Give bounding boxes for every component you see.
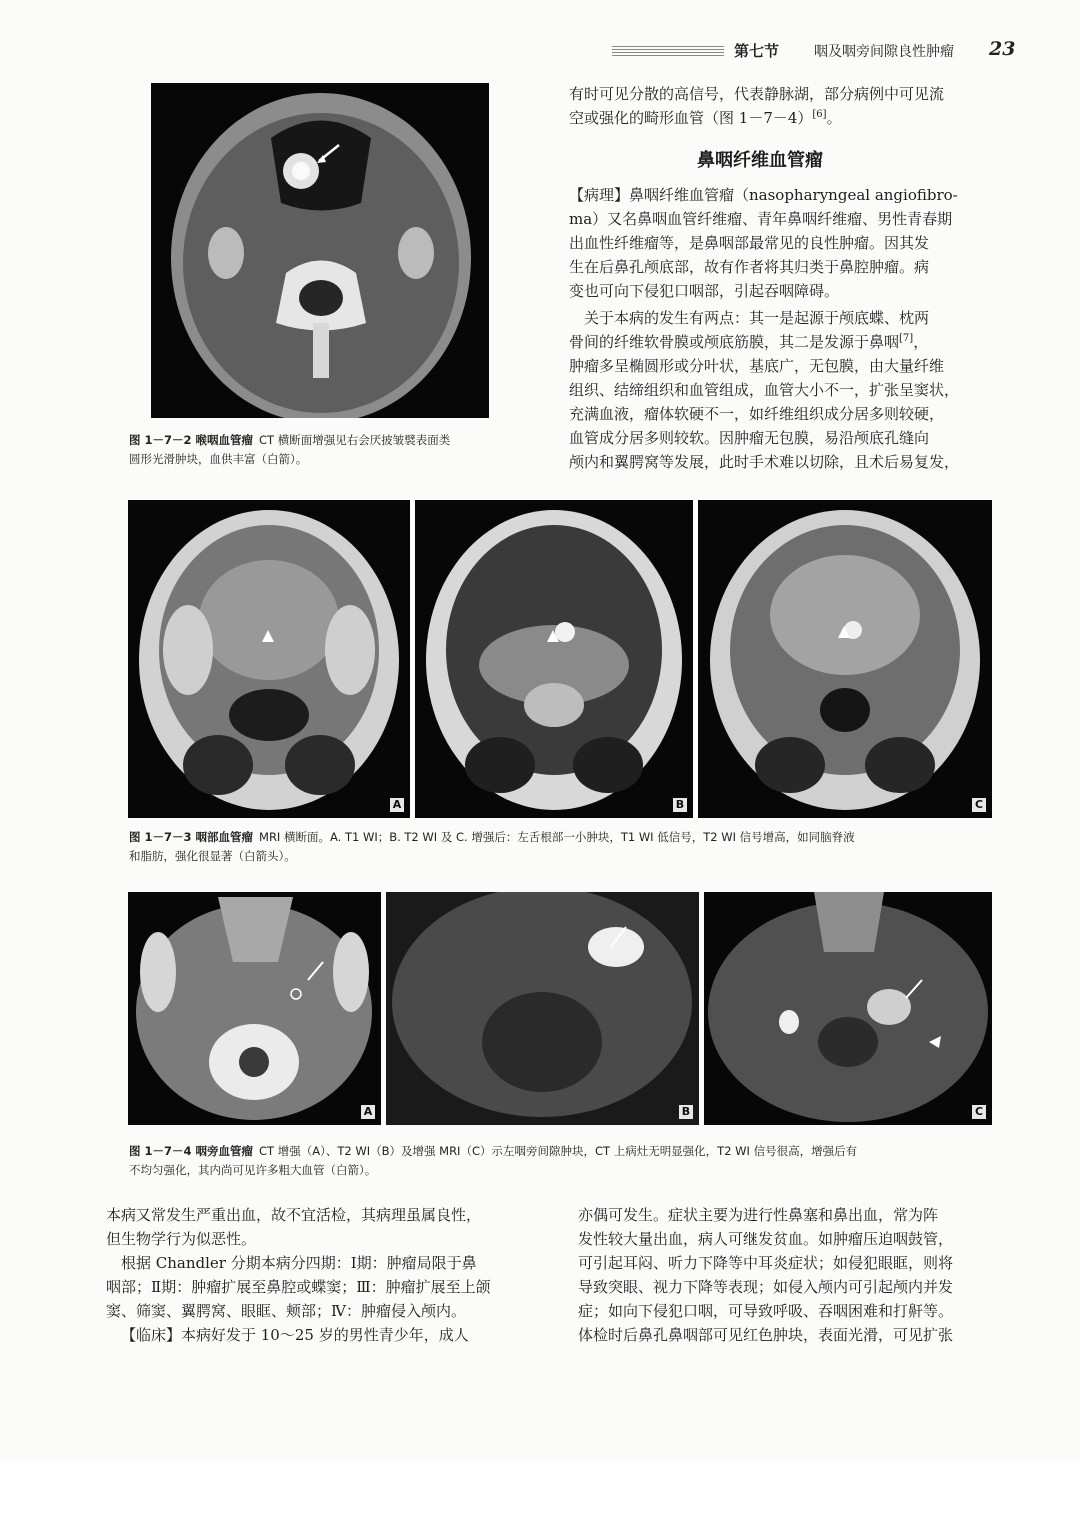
text-line: 关于本病的发生有两点：其一是起源于颅底蝶、枕两: [584, 309, 930, 327]
figure-1-7-4-panel-b: [386, 892, 699, 1125]
figure-1-7-3-panel-c: [698, 500, 992, 818]
page-number: 23: [989, 38, 1016, 60]
figure-1-7-3-label: 图 1－7－3 咽部血管瘤: [129, 830, 254, 844]
figure-1-7-3-panel-a: [128, 500, 410, 818]
header-section: 第七节: [734, 42, 780, 60]
origin-paragraph: [569, 306, 1015, 474]
text-line: 血管成分居多则较软。因肿瘤无包膜，易沿颅底孔缝向: [569, 429, 930, 447]
text-line: 体检时后鼻孔鼻咽部可见红色肿块，表面光滑，可见扩张: [578, 1326, 954, 1344]
text-line: 根据 Chandler 分期本病分四期：Ⅰ期：肿瘤局限于鼻: [121, 1254, 477, 1272]
text-line: 可引起耳闷、听力下降等中耳炎症状；如侵犯眼眶，则将: [578, 1254, 954, 1272]
bottom-right-paragraph: [578, 1203, 1018, 1347]
text-line: 【临床】本病好发于 10～25 岁的男性青少年，成人: [121, 1326, 469, 1344]
panel-letter-b: B: [679, 1105, 693, 1119]
text-line: 变也可向下侵犯口咽部，引起吞咽障碍。: [569, 282, 840, 300]
text-line: 本病又常发生严重出血，故不宜活检，其病理虽属良性，: [106, 1206, 482, 1224]
text-line: 窦、筛窦、翼腭窝、眼眶、颊部；Ⅳ：肿瘤侵入颅内。: [106, 1302, 466, 1320]
panel-letter-b: B: [673, 798, 687, 812]
header-title: 咽及咽旁间隙良性肿瘤: [814, 44, 954, 60]
section-heading: 鼻咽纤维血管瘤: [697, 150, 823, 171]
text-line: ma）又名鼻咽血管纤维瘤、青年鼻咽纤维瘤、男性青春期: [569, 210, 953, 228]
figure-1-7-3-caption: [129, 828, 855, 866]
figure-1-7-4-caption-line2: 不均匀强化，其内尚可见许多粗大血管（白箭）。: [129, 1163, 377, 1177]
figure-1-7-4-caption: [129, 1142, 857, 1180]
text-line: 有时可见分散的高信号，代表静脉湖，部分病例中可见流: [569, 85, 945, 103]
figure-1-7-2-caption-line2: 圆形光滑肿块，血供丰富（白箭）。: [129, 452, 308, 466]
scan-margin: [0, 1460, 1080, 1515]
panel-letter-a: A: [361, 1105, 375, 1119]
figure-1-7-2-caption-line1: CT 横断面增强见右会厌披皱襞表面类: [259, 433, 451, 447]
figure-1-7-4-panel-c: [704, 892, 992, 1125]
text-line: 骨间的纤维软骨膜或颅底筋膜，其二是发源于鼻咽[7]，: [569, 333, 929, 351]
text-line: 【病理】鼻咽纤维血管瘤（nasopharyngeal angiofibro-: [569, 186, 958, 204]
text-line: 充满血液，瘤体软硬不一，如纤维组织成分居多则较硬，: [569, 405, 945, 423]
figure-1-7-3-caption-line1: MRI 横断面。A. T1 WI；B. T2 WI 及 C. 增强后：左舌根部一小肿块，T1 WI 低信号，T2 WI 信号增高，如同脑脊液: [259, 830, 855, 844]
text-line: 空或强化的畸形血管（图 1－7－4）[6]。: [569, 109, 842, 127]
text-line: 肿瘤多呈椭圆形或分叶状，基底广，无包膜，由大量纤维: [569, 357, 945, 375]
figure-1-7-2-label: 图 1－7－2 喉咽血管瘤: [129, 433, 254, 447]
text-line: 症；如向下侵犯口咽，可导致呼吸、吞咽困难和打鼾等。: [578, 1302, 954, 1320]
text-line: 颅内和翼腭窝等发展，此时手术难以切除，且术后易复发，: [569, 453, 960, 471]
text-line: 亦偶可发生。症状主要为进行性鼻塞和鼻出血，常为阵: [578, 1206, 939, 1224]
figure-1-7-3-panel-b: [415, 500, 693, 818]
figure-1-7-4-caption-line1: CT 增强（A）、T2 WI（B）及增强 MRI（C）示左咽旁间隙肿块，CT 上病灶无明显强化，T2 WI 信号很高，增强后有: [259, 1144, 858, 1158]
text-line: 组织、结缔组织和血管组成，血管大小不一，扩张呈窦状，: [569, 381, 960, 399]
right-column-continuation: [569, 82, 1015, 130]
pathology-paragraph: [569, 183, 1015, 303]
text-line: 导致突眼、视力下降等表现；如侵入颅内可引起颅内并发: [578, 1278, 954, 1296]
bottom-left-paragraph: [106, 1203, 556, 1347]
panel-letter-a: A: [390, 798, 404, 812]
figure-1-7-3-caption-line2: 和脂肪，强化很显著（白箭头）。: [129, 849, 296, 863]
header-rule: [612, 46, 724, 58]
text-line: 生在后鼻孔颅底部，故有作者将其归类于鼻腔肿瘤。病: [569, 258, 930, 276]
panel-letter-c: C: [972, 1105, 986, 1119]
citation-ref: [6]: [812, 109, 827, 120]
text-line: 咽部；Ⅱ期：肿瘤扩展至鼻腔或蝶窦；Ⅲ：肿瘤扩展至上颌: [106, 1278, 491, 1296]
panel-letter-c: C: [972, 798, 986, 812]
citation-ref: [7]: [899, 333, 914, 344]
figure-1-7-2-ct-image: [151, 83, 489, 418]
text-line: 但生物学行为似恶性。: [106, 1230, 257, 1248]
figure-1-7-4-panel-a: [128, 892, 381, 1125]
text-line: 发性较大量出血，病人可继发贫血。如肿瘤压迫咽鼓管，: [578, 1230, 954, 1248]
text-line: 出血性纤维瘤等，是鼻咽部最常见的良性肿瘤。因其发: [569, 234, 930, 252]
figure-1-7-2-caption: [129, 431, 450, 469]
figure-1-7-4-label: 图 1－7－4 咽旁血管瘤: [129, 1144, 254, 1158]
